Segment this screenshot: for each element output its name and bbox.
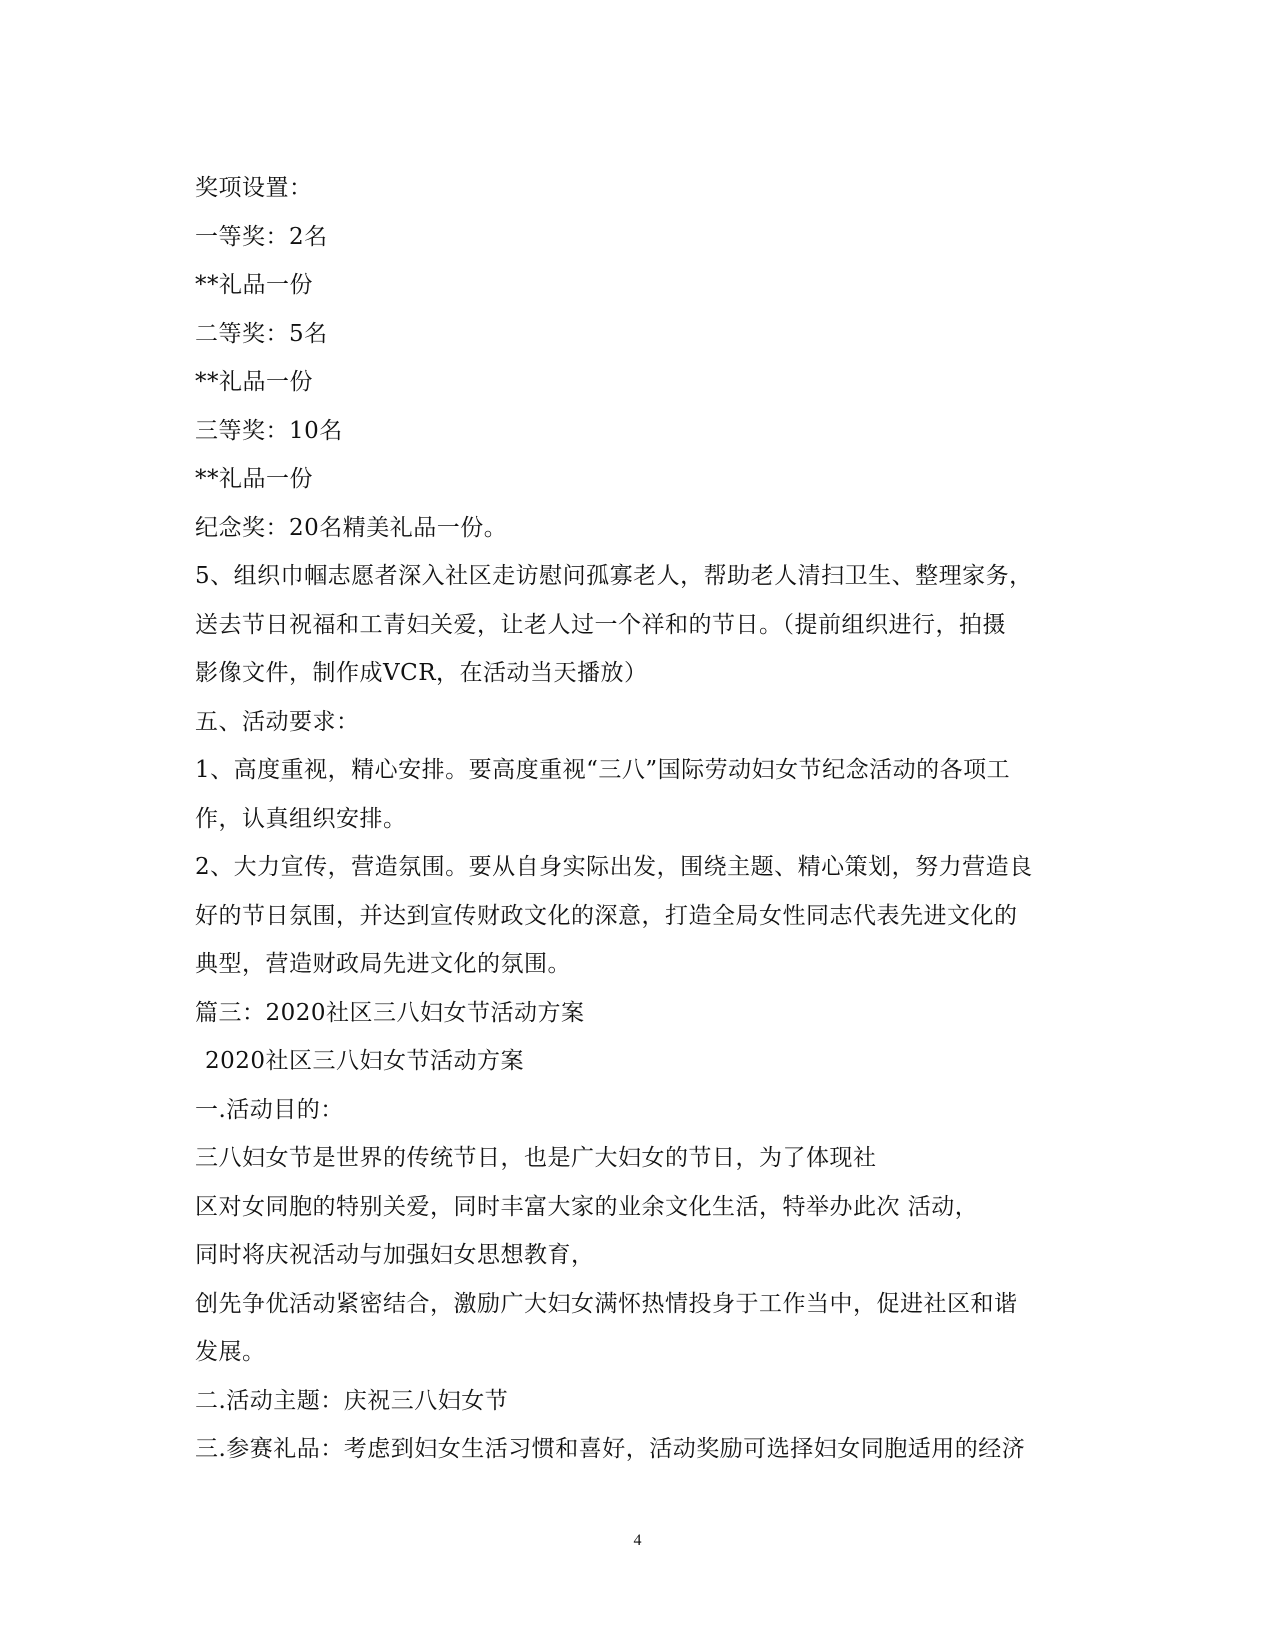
text-line: 送去节日祝福和工青妇关爱，让老人过一个祥和的节日。（提前组织进行，拍摄 (195, 611, 1006, 638)
text-line: 作，认真组织安排。 (195, 805, 407, 832)
document-title: 2020社区三八妇女节活动方案 (205, 1048, 525, 1074)
section-heading: 二.活动主题：庆祝三八妇女节 (195, 1387, 509, 1414)
text-line: 典型，营造财政局先进文化的氛围。 (195, 951, 571, 977)
text-line: 三八妇女节是世界的传统节日，也是广大妇女的节日，为了体现社 (195, 1145, 877, 1171)
text-line: **礼品一份 (195, 466, 313, 492)
text-line: 好的节日氛围，并达到宣传财政文化的深意，打造全局女性同志代表先进文化的 (195, 902, 1018, 929)
section-heading: 五、活动要求： (195, 708, 360, 735)
text-line: 2、大力宣传，营造氛围。要从自身实际出发，围绕主题、精心策划，努力营造良 (195, 854, 1033, 880)
page-number: 4 (633, 1532, 642, 1549)
text-line: 1、高度重视，精心安排。要高度重视“三八”国际劳动妇女节纪念活动的各项工 (195, 757, 1011, 783)
text-line: 奖项设置： (195, 175, 313, 201)
text-line: 影像文件，制作成VCR，在活动当天播放） (195, 660, 648, 686)
text-line: 同时将庆祝活动与加强妇女思想教育， (195, 1242, 595, 1268)
text-line: 三等奖：10名 (195, 417, 343, 444)
text-line: **礼品一份 (195, 272, 313, 298)
section-heading: 一.活动目的： (195, 1096, 344, 1123)
text-line: 二等奖：5名 (195, 320, 328, 347)
section-heading: 篇三：2020社区三八妇女节活动方案 (195, 999, 585, 1026)
text-line: **礼品一份 (195, 369, 313, 395)
text-line: 纪念奖：20名精美礼品一份。 (195, 514, 508, 541)
text-line: 发展。 (195, 1339, 266, 1365)
text-line: 5、组织巾帼志愿者深入社区走访慰问孤寡老人，帮助老人清扫卫生、整理家务， (195, 563, 1033, 589)
text-line: 三.参赛礼品：考虑到妇女生活习惯和喜好，活动奖励可选择妇女同胞适用的经济 (195, 1436, 1026, 1462)
text-line: 一等奖：2名 (195, 223, 328, 250)
document-body (195, 164, 1095, 1474)
text-line: 创先争优活动紧密结合，激励广大妇女满怀热情投身于工作当中，促进社区和谐 (195, 1290, 1018, 1317)
text-line: 区对女同胞的特别关爱，同时丰富大家的业余文化生活，特举办此次 活动， (195, 1193, 979, 1220)
